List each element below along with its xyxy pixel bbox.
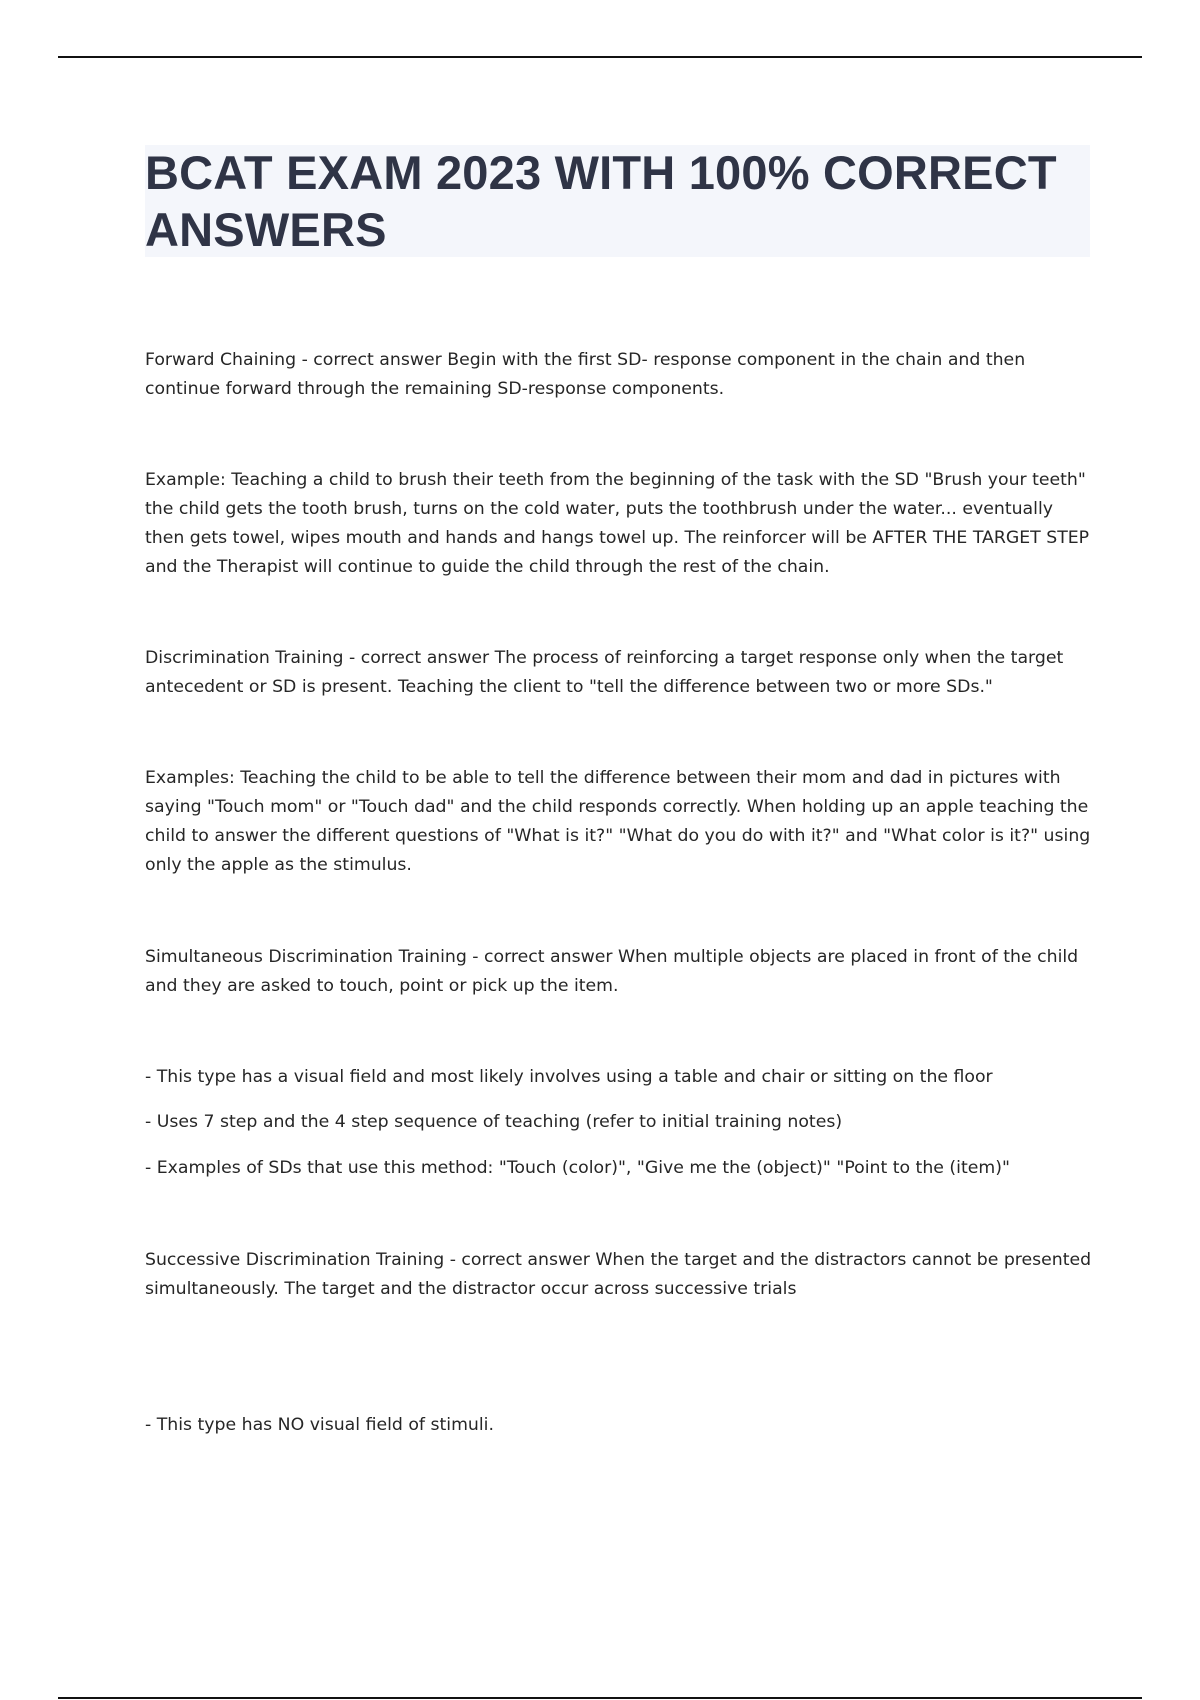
paragraph-discrimination-examples: Examples: Teaching the child to be able to tell the difference between their mom and dad in pictures with saying "Touch mom" or "Touch dad" and the child responds correctly. When holding up an apple teaching the child to answer the different questions of "What is it?" "What do you do with it?" and "What color is it?" using only the apple as the stimulus.: [145, 768, 1091, 875]
top-rule: [58, 56, 1142, 58]
bullet-sd-examples: - Examples of SDs that use this method: "Touch (color)", "Give me the (object)" "Point to the (item)": [145, 1158, 1010, 1178]
paragraph-simultaneous-discrimination: Simultaneous Discrimination Training - correct answer When multiple objects are placed in front of the child and they are asked to touch, point or pick up the item.: [145, 947, 1079, 996]
document-title: BCAT EXAM 2023 WITH 100% CORRECT ANSWERS: [145, 146, 1057, 256]
paragraph-successive-discrimination: Successive Discrimination Training - correct answer When the target and the distractors cannot be presented simultaneously. The target and the distractor occur across successive trials: [145, 1250, 1092, 1299]
paragraph-forward-chaining: Forward Chaining - correct answer Begin with the first SD- response component in the chain and then continue forward through the remaining SD-response components.: [145, 350, 1026, 399]
bullet-teaching-steps: - Uses 7 step and the 4 step sequence of teaching (refer to initial training notes): [145, 1112, 843, 1132]
bottom-rule: [58, 1697, 1142, 1699]
bullet-visual-field: - This type has a visual field and most likely involves using a table and chair or sitting on the floor: [145, 1067, 993, 1087]
paragraph-forward-chaining-example: Example: Teaching a child to brush their teeth from the beginning of the task with the SD "Brush your teeth" the child gets the tooth brush, turns on the cold water, puts the toothbrush under the water... eventually then gets towel, wipes mouth and hands and hangs towel up. The reinforcer will be AFTER THE TARGET STEP and the Therapist will continue to guide the child through the rest of the chain.: [145, 470, 1090, 577]
paragraph-discrimination-training: Discrimination Training - correct answer The process of reinforcing a target response only when the target antecedent or SD is present. Teaching the client to "tell the difference between two or more SDs.": [145, 648, 1064, 697]
bullet-no-visual-field: - This type has NO visual field of stimuli.: [145, 1415, 494, 1435]
